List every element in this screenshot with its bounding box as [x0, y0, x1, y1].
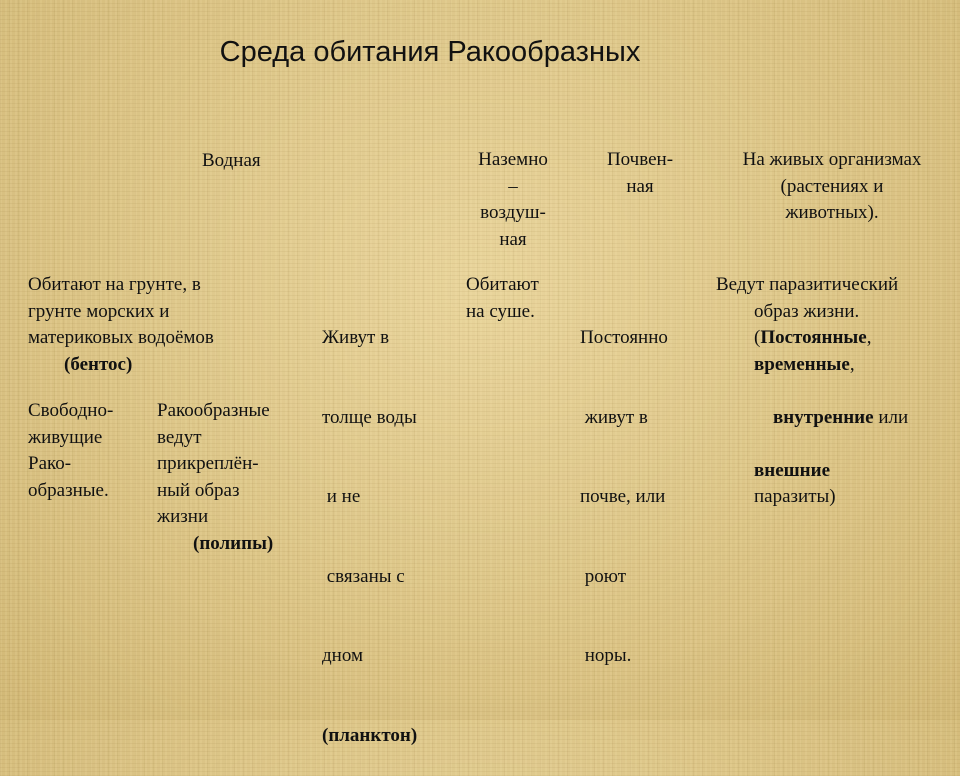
header-soil: Почвен- ная	[606, 149, 674, 197]
cell-parasites: Ведут паразитический образ жизни. (Постоянные, временные, внутренние или внешние паразиты)	[716, 274, 909, 507]
cell-benthos: Обитают на грунте, в грунте морских и материковых водоёмов (бентос)	[28, 274, 214, 375]
header-on-organisms: На живых организмах (растениях и животных).	[742, 149, 922, 223]
header-aquatic: Водная	[202, 150, 261, 171]
cell-land: Обитают на суше.	[466, 274, 539, 322]
page-title: Среда обитания Ракообразных	[219, 36, 641, 68]
header-land-air: Наземно – воздуш- ная	[478, 149, 548, 250]
cell-free-living: Свободно- живущие Рако- образные.	[28, 400, 114, 501]
cell-soil: Постоянно живут в почве, или роют норы.	[580, 327, 668, 666]
cell-plankton: Живут в толще воды и не связаны с дном (планктон)	[322, 327, 418, 746]
cell-sessile: Ракообразные ведут прикреплён- ный образ жизни (полипы)	[157, 400, 274, 554]
